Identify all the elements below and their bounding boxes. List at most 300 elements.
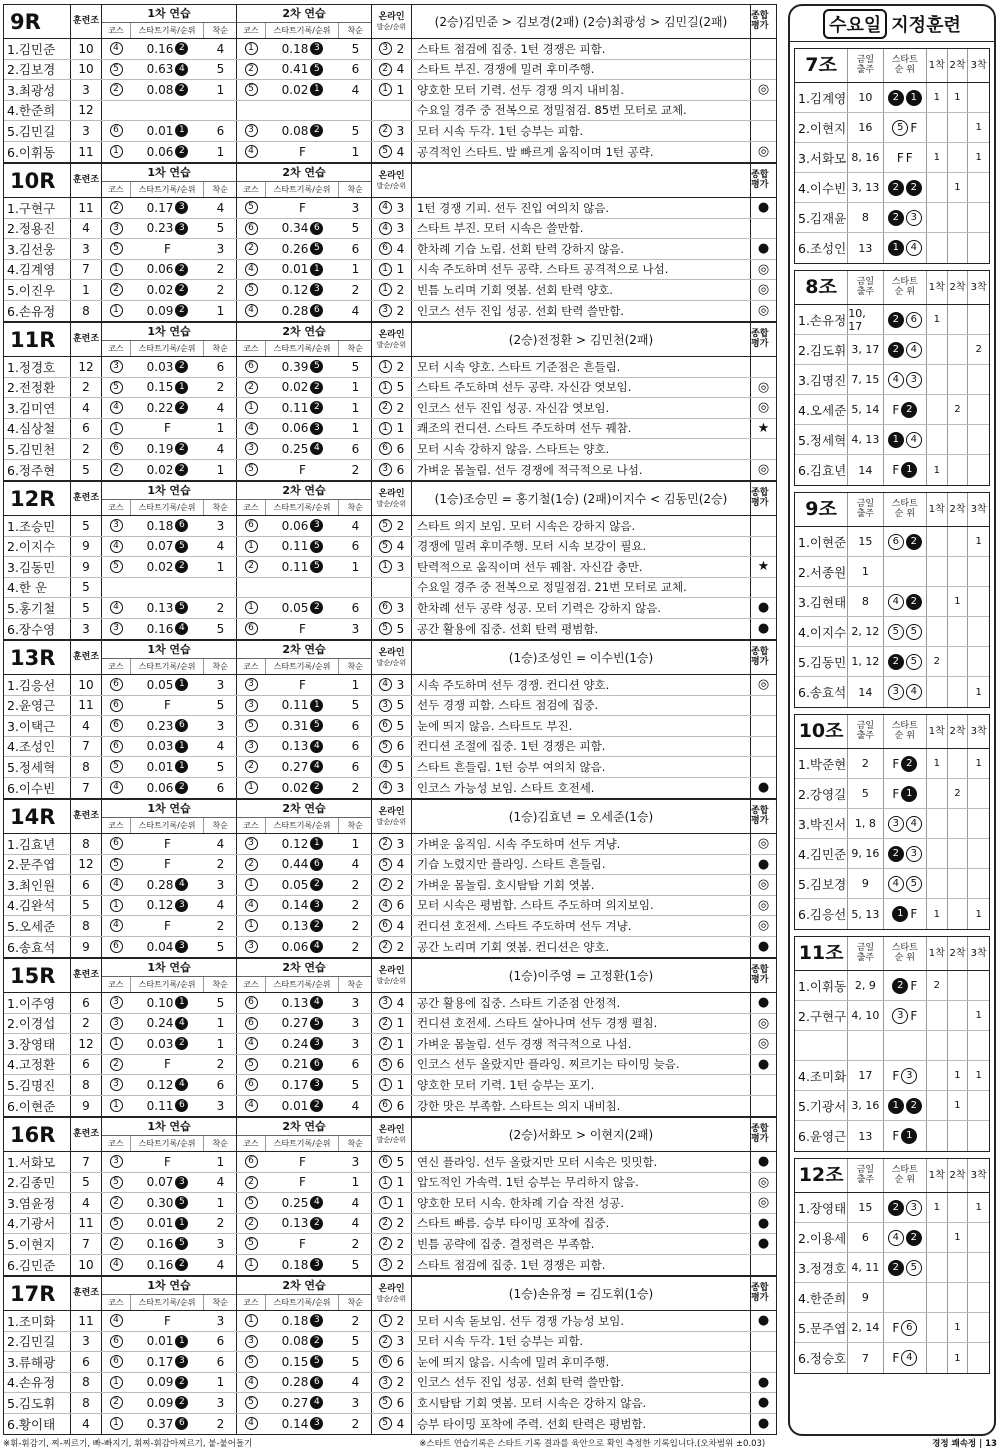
racer-name: 3.장영태	[4, 1034, 71, 1054]
eval-mark: ●	[757, 600, 770, 616]
race-dates: 6	[848, 1223, 883, 1252]
course-2: 5	[237, 1393, 265, 1413]
group-racer-row	[795, 1283, 989, 1313]
eval-mark	[751, 439, 776, 459]
rank-badge: 2	[175, 83, 188, 96]
racer-row	[4, 737, 776, 758]
racer-name: 5.김도휘	[4, 1393, 71, 1413]
online-result: 2 3	[372, 121, 412, 141]
race-header	[4, 641, 776, 675]
racer-row	[4, 778, 776, 799]
record-1: 0.02 2	[130, 280, 205, 300]
group-racer-row: 2.구현구 4, 10 3 F 1	[795, 1001, 989, 1031]
record-1: 0.04 3	[130, 937, 205, 958]
start-ranks	[884, 809, 927, 838]
record-1: 0.24 4	[130, 1014, 205, 1034]
racer-name: 1.구현구	[4, 198, 71, 218]
eval-mark: ●	[757, 1313, 770, 1329]
rank-badge: 3	[906, 1200, 922, 1216]
race-dates	[848, 1031, 883, 1060]
eval-mark: ◎	[757, 462, 770, 478]
start-ranks	[884, 749, 927, 778]
record-2: F	[299, 200, 306, 215]
flying-mark: F	[896, 150, 904, 165]
group-racer-row: 2.강영길 5 F 1 2	[795, 779, 989, 809]
group-racer-row: 2.이현지 16 5 F 1	[795, 113, 989, 143]
online-result: 1 1	[372, 419, 412, 439]
record-1: F	[164, 1313, 171, 1328]
race-dates: 7, 15	[848, 365, 883, 394]
rank-badge: 3	[310, 1417, 323, 1430]
race-dates: 2, 9	[848, 971, 883, 1000]
racer-row	[4, 537, 776, 558]
course-1: 6	[102, 121, 130, 141]
course-1: 2	[102, 198, 130, 218]
online-result: 2 2	[372, 937, 412, 958]
race-17R	[3, 1276, 777, 1435]
race-number: 13R	[4, 641, 71, 674]
group-racer-row	[795, 425, 989, 455]
rank-badge: 3	[175, 1176, 188, 1189]
online-result: 1 2	[372, 280, 412, 300]
trainer-group: 6	[71, 1352, 102, 1372]
race-dates: 10, 17	[848, 305, 883, 334]
finish-2: 6	[340, 1055, 372, 1075]
rank-badge: 1	[310, 837, 323, 850]
online-result: 5 6	[372, 737, 412, 757]
race-dates: 3, 13	[848, 173, 883, 202]
racer-row	[4, 993, 776, 1014]
racer-name: 4.김계영	[4, 260, 71, 280]
race-dates: 5, 14	[848, 395, 883, 424]
finish-2: 1	[340, 378, 372, 398]
online-result: 2 1	[372, 1014, 412, 1034]
trainer-group: 7	[71, 1234, 102, 1254]
race-dates: 14	[848, 455, 883, 485]
trainer-group: 5	[71, 578, 102, 598]
finish-2	[340, 101, 372, 121]
finish-1: 5	[205, 937, 237, 958]
record-1: 0.07 3	[130, 1173, 205, 1193]
racer-row	[4, 896, 776, 917]
start-ranks	[884, 839, 927, 868]
comment: 시속 주도하며 선두 경쟁. 컨디션 양호.	[412, 675, 751, 695]
record-1: 0.08 2	[130, 80, 205, 100]
finish-2: 6	[340, 757, 372, 777]
online-result: 5 4	[372, 142, 412, 163]
rank-badge: 2	[901, 402, 917, 418]
online-result: 2 3	[372, 834, 412, 854]
record-1: 0.05 1	[130, 675, 205, 695]
group-racer-row: 2.이용세 6 4 2 1	[795, 1223, 989, 1253]
online-result: 5 4	[372, 537, 412, 557]
record-1: 0.16 2	[130, 1255, 205, 1276]
rank-badge: 4	[888, 594, 904, 610]
course-2: 6	[237, 993, 265, 1013]
course-1: 4	[102, 1311, 130, 1331]
course-1: 4	[102, 778, 130, 799]
group-9조: 9조 금일 출주 스타트 순 위 1착 2착 3착 1.이현준 15 6 2 1 2.서종원 1 3.김현태 8 4 2 1 4.이지수 2, 12 5 5 5.김동민 1, 12 2 5 2 6.송효석 14 3 4 1	[794, 492, 990, 708]
racer-name: 5.오세준	[4, 916, 71, 936]
rank-badge: 5	[310, 242, 323, 255]
course-2: 1	[237, 1255, 265, 1276]
rank-badge: 4	[175, 1078, 188, 1091]
race-header	[4, 164, 776, 198]
course-1: 5	[102, 757, 130, 777]
racer-name: 3.김명진	[795, 365, 848, 394]
finish-2: 6	[340, 537, 372, 557]
online-result: 6 5	[372, 1152, 412, 1172]
comment: 스타트 점검에 집중. 1턴 경쟁은 피함.	[412, 39, 751, 59]
finish-2: 5	[340, 219, 372, 239]
flying-mark: F	[892, 1320, 900, 1335]
racer-row	[4, 855, 776, 876]
trainer-group: 10	[71, 39, 102, 59]
racer-row	[4, 1393, 776, 1414]
racer-name: 6.이현준	[4, 1096, 71, 1117]
eval-mark: ●	[757, 856, 770, 872]
race-13R	[3, 640, 777, 799]
online-result: 2 2	[372, 398, 412, 418]
comment: 강한 맛은 부족함. 스타트는 의지 내비침.	[412, 1096, 751, 1117]
record-2: 0.05 2	[265, 875, 340, 895]
set1-header: 1차 연습 코스 스타트기록/순위 착순	[102, 323, 237, 356]
panel-title	[790, 6, 994, 42]
group-name: 11조	[795, 937, 848, 970]
racer-row	[4, 1255, 776, 1276]
online-result: 2 3	[372, 1332, 412, 1352]
racer-name: 4.조성인	[4, 737, 71, 757]
comment: 스타트 부진. 모터 시속은 쓸만함.	[412, 219, 751, 239]
comment: 경쟁에 밀려 후미주행. 모터 시속 보강이 필요.	[412, 537, 751, 557]
course-2: 1	[237, 598, 265, 618]
eval-header: 종합평가	[751, 1282, 769, 1303]
set2-header: 2차 연습 코스 스타트기록/순위 착순	[237, 641, 372, 674]
online-result	[372, 101, 412, 121]
racer-row	[4, 578, 776, 599]
finish-1: 4	[205, 198, 237, 218]
finish-1: 2	[205, 855, 237, 875]
rank-badge: 3	[175, 222, 188, 235]
record-2: 0.02 2	[265, 378, 340, 398]
eval-mark	[751, 716, 776, 736]
course-1	[102, 578, 130, 598]
trainer-group: 9	[71, 1096, 102, 1117]
course-2: 1	[237, 537, 265, 557]
course-2: 3	[237, 439, 265, 459]
racer-name: 6.송효석	[795, 677, 848, 707]
finish-1: 1	[205, 1152, 237, 1172]
rank-badge: 3	[175, 899, 188, 912]
race-pairing	[412, 164, 751, 197]
eval-mark: ●	[757, 1236, 770, 1252]
race-pairing: (1승)조승민 = 홍기철(1승) (2패)이지수 < 김동민(2승)	[412, 482, 751, 515]
rank-badge: 2	[175, 283, 188, 296]
finish-1	[205, 578, 237, 598]
finish-1: 3	[205, 1234, 237, 1254]
racer-name: 1.서화모	[4, 1152, 71, 1172]
rank-badge: 2	[888, 90, 904, 106]
online-result: 5 5	[372, 619, 412, 640]
rank-badge: 1	[901, 786, 917, 802]
rank-badge: 2	[175, 1258, 188, 1271]
rank-badge: 5	[888, 624, 904, 640]
course-1: 6	[102, 834, 130, 854]
course-1: 1	[102, 1414, 130, 1435]
course-1: 1	[102, 1096, 130, 1117]
rank-badge: 4	[175, 622, 188, 635]
trainer-group: 11	[71, 1214, 102, 1234]
set2-header: 2차 연습 코스 스타트기록/순위 착순	[237, 5, 372, 38]
course-1: 6	[102, 696, 130, 716]
group-racer-row: 6.김응선 5, 13 1 F 1 1	[795, 899, 989, 929]
record-2: F	[299, 677, 306, 692]
course-1: 5	[102, 557, 130, 577]
racer-row	[4, 937, 776, 958]
racer-name: 2.이경섭	[4, 1014, 71, 1034]
record-1: 0.18 6	[130, 516, 205, 536]
rank-badge: 5	[906, 624, 922, 640]
finish-1: 5	[205, 757, 237, 777]
record-2: 0.21 6	[265, 1055, 340, 1075]
eval-mark: ◎	[757, 400, 770, 416]
racer-name: 2.김종민	[4, 1173, 71, 1193]
record-2: 0.17 3	[265, 1075, 340, 1095]
eval-mark	[751, 39, 776, 59]
racer-row	[4, 1173, 776, 1194]
trainer-header: 훈련조	[71, 641, 102, 674]
course-2: 2	[237, 239, 265, 259]
trainer-header: 훈련조	[71, 482, 102, 515]
comment: 1턴 경쟁 기피. 선두 진입 여의치 않음.	[412, 198, 751, 218]
trainer-group: 10	[71, 1255, 102, 1276]
finish-2: 5	[340, 121, 372, 141]
course-1: 3	[102, 516, 130, 536]
racer-name: 3.염윤정	[4, 1193, 71, 1213]
online-result: 5 2	[372, 516, 412, 536]
course-1: 2	[102, 1234, 130, 1254]
online-result: 2 2	[372, 875, 412, 895]
group-racer-row: 3.서화모 8, 16 F F 1 1	[795, 143, 989, 173]
racer-name: 3.박진서	[795, 809, 848, 838]
course-1: 6	[102, 439, 130, 459]
rank-badge: 2	[175, 304, 188, 317]
course-1: 3	[102, 357, 130, 377]
start-ranks	[884, 1001, 927, 1030]
rank-badge: 2	[906, 1230, 922, 1246]
rank-badge: 4	[888, 372, 904, 388]
race-dates: 10	[848, 83, 883, 112]
course-1	[102, 101, 130, 121]
set1-header: 1차 연습 코스 스타트기록/순위 착순	[102, 164, 237, 197]
race-14R	[3, 799, 777, 958]
race-pairing: (2승)전정환 > 김민천(2패)	[412, 323, 751, 356]
online-result: 2 4	[372, 60, 412, 80]
trainer-group: 4	[71, 1414, 102, 1435]
trainer-group: 5	[71, 1173, 102, 1193]
comment: 쾌조의 컨디션. 스타트 주도하며 선두 꿰참.	[412, 419, 751, 439]
course-2: 6	[237, 619, 265, 640]
course-2: 4	[237, 1034, 265, 1054]
comment: 선두 경쟁 피함. 스타트 점검에 집중.	[412, 696, 751, 716]
trainer-group: 8	[71, 757, 102, 777]
eval-mark: ●	[757, 995, 770, 1011]
racer-name: 4.김완석	[4, 896, 71, 916]
record-1: 0.37 6	[130, 1414, 205, 1435]
finish-1: 5	[205, 219, 237, 239]
group-racer-row: 6.송효석 14 3 4 1	[795, 677, 989, 707]
rank-badge: 6	[310, 1058, 323, 1071]
finish-2: 6	[340, 598, 372, 618]
racer-row	[4, 1352, 776, 1373]
race-dates: 3, 17	[848, 335, 883, 364]
rank-badge: 2	[906, 594, 922, 610]
racer-row	[4, 834, 776, 855]
online-header: 온라인 발순/순위	[372, 5, 412, 38]
racer-name: 1.조승민	[4, 516, 71, 536]
online-result	[372, 578, 412, 598]
start-ranks	[884, 1313, 927, 1342]
finish-1: 4	[205, 1255, 237, 1276]
racer-row	[4, 219, 776, 240]
trainer-group: 10	[71, 60, 102, 80]
record-2: 0.02 2	[265, 778, 340, 799]
group-racer-row: 4.조미화 17 F 3 1 1	[795, 1061, 989, 1091]
racer-name: 2.구현구	[795, 1001, 848, 1030]
record-2: 0.28 6	[265, 1373, 340, 1393]
finish-1	[205, 101, 237, 121]
racer-name: 1.장영태	[795, 1193, 848, 1222]
race-dates: 5, 13	[848, 899, 883, 929]
rank-badge: 5	[310, 540, 323, 553]
racer-row	[4, 557, 776, 578]
racer-name: 6.김응선	[795, 899, 848, 929]
record-1: 0.22 2	[130, 398, 205, 418]
trainer-group: 3	[71, 1332, 102, 1352]
racer-row	[4, 1193, 776, 1214]
rank-badge: 4	[888, 876, 904, 892]
rank-badge: 3	[310, 1037, 323, 1050]
trainer-group: 11	[71, 1311, 102, 1331]
online-result: 1 1	[372, 1173, 412, 1193]
online-result: 6 6	[372, 1352, 412, 1372]
eval-mark: ●	[757, 1154, 770, 1170]
race-number: 16R	[4, 1118, 71, 1151]
start-ranks	[884, 971, 927, 1000]
group-racer-row: 1.이현준 15 6 2 1	[795, 527, 989, 557]
record-2: 0.13 2	[265, 1214, 340, 1234]
comment: 가벼운 몸놀림. 선두 경쟁 적극적으로 나섬.	[412, 1034, 751, 1054]
racer-name: 3.최인원	[4, 875, 71, 895]
eval-mark: ◎	[757, 1015, 770, 1031]
start-ranks	[884, 899, 927, 929]
racer-row	[4, 419, 776, 440]
rank-badge: 1	[175, 1217, 188, 1230]
record-1: 0.01 1	[130, 757, 205, 777]
comment: 양호한 모터 시속. 한차례 기습 작전 성공.	[412, 1193, 751, 1213]
racer-name: 2.강영길	[795, 779, 848, 808]
course-1: 1	[102, 142, 130, 163]
record-2	[265, 578, 340, 598]
racer-row	[4, 39, 776, 60]
finish-2: 3	[340, 1034, 372, 1054]
group-name: 9조	[795, 493, 848, 526]
eval-mark: ◎	[757, 1195, 770, 1211]
course-1: 4	[102, 39, 130, 59]
finish-1: 1	[205, 1373, 237, 1393]
record-1: 0.17 3	[130, 1352, 205, 1372]
trainer-group: 7	[71, 260, 102, 280]
comment: 빈틈 노리며 기회 엿봄. 선회 탄력 양호.	[412, 280, 751, 300]
online-result: 1 1	[372, 1075, 412, 1095]
comment: 스타트 점검에 집중. 1턴 경쟁은 피함.	[412, 1255, 751, 1276]
rank-badge: 4	[310, 1396, 323, 1409]
finish-1: 2	[205, 598, 237, 618]
comment: 컨디션 호전세. 스타트 주도하며 선두 겨냥.	[412, 916, 751, 936]
race-dates: 15	[848, 1193, 883, 1222]
race-dates: 3, 16	[848, 1091, 883, 1120]
finish-1: 4	[205, 537, 237, 557]
record-2: 0.08 2	[265, 1332, 340, 1352]
rank-badge: 4	[906, 684, 922, 700]
course-2: 3	[237, 737, 265, 757]
trainer-group: 5	[71, 460, 102, 481]
rank-badge: 6	[175, 1417, 188, 1430]
finish-1: 5	[205, 696, 237, 716]
course-2: 6	[237, 1014, 265, 1034]
racer-name: 4.한준희	[795, 1283, 848, 1312]
trainer-group: 8	[71, 916, 102, 936]
comment: 시속 주도하며 선두 공략. 스타트 공격적으로 나섬.	[412, 260, 751, 280]
record-1: F	[164, 836, 171, 851]
record-2: 0.18 3	[265, 1255, 340, 1276]
race-10R	[3, 163, 777, 322]
online-result: 6 4	[372, 916, 412, 936]
finish-2: 5	[340, 696, 372, 716]
record-1: 0.16 5	[130, 1234, 205, 1254]
rank-badge: 5	[310, 1355, 323, 1368]
racer-name: 5.이현지	[4, 1234, 71, 1254]
record-2: 0.11 5	[265, 537, 340, 557]
racer-name: 2.문주엽	[4, 855, 71, 875]
course-1: 5	[102, 1173, 130, 1193]
course-2: 4	[237, 896, 265, 916]
record-2: 0.27 5	[265, 1014, 340, 1034]
trainer-group: 6	[71, 875, 102, 895]
racer-name: 3.김미연	[4, 398, 71, 418]
group-name: 10조	[795, 715, 848, 748]
online-result: 3 2	[372, 301, 412, 322]
flying-mark: F	[910, 978, 918, 993]
set2-header: 2차 연습 코스 스타트기록/순위 착순	[237, 959, 372, 992]
finish-1: 3	[205, 1393, 237, 1413]
race-header	[4, 959, 776, 993]
comment: 한차례 선두 공략 성공. 모터 기력은 강하지 않음.	[412, 598, 751, 618]
trainer-group: 4	[71, 1193, 102, 1213]
racer-row	[4, 716, 776, 737]
eval-header: 종합평가	[751, 646, 769, 667]
finish-2: 1	[340, 142, 372, 163]
group-11조: 11조 금일 출주 스타트 순 위 1착 2착 3착 1.이휘동 2, 9 2 F 2 2.구현구 4, 10 3 F 1 4.조미화 17 F 3 1 1 5.기광서 3, 16 1 2 1 6.윤영근 13 F 1	[794, 936, 990, 1152]
course-2: 1	[237, 875, 265, 895]
course-2: 5	[237, 280, 265, 300]
footer	[3, 1436, 997, 1449]
eval-mark: ●	[757, 241, 770, 257]
racer-name: 1.이현준	[795, 527, 848, 556]
set1-header: 1차 연습 코스 스타트기록/순위 착순	[102, 1118, 237, 1151]
eval-mark	[751, 737, 776, 757]
record-2: 0.08 2	[265, 121, 340, 141]
